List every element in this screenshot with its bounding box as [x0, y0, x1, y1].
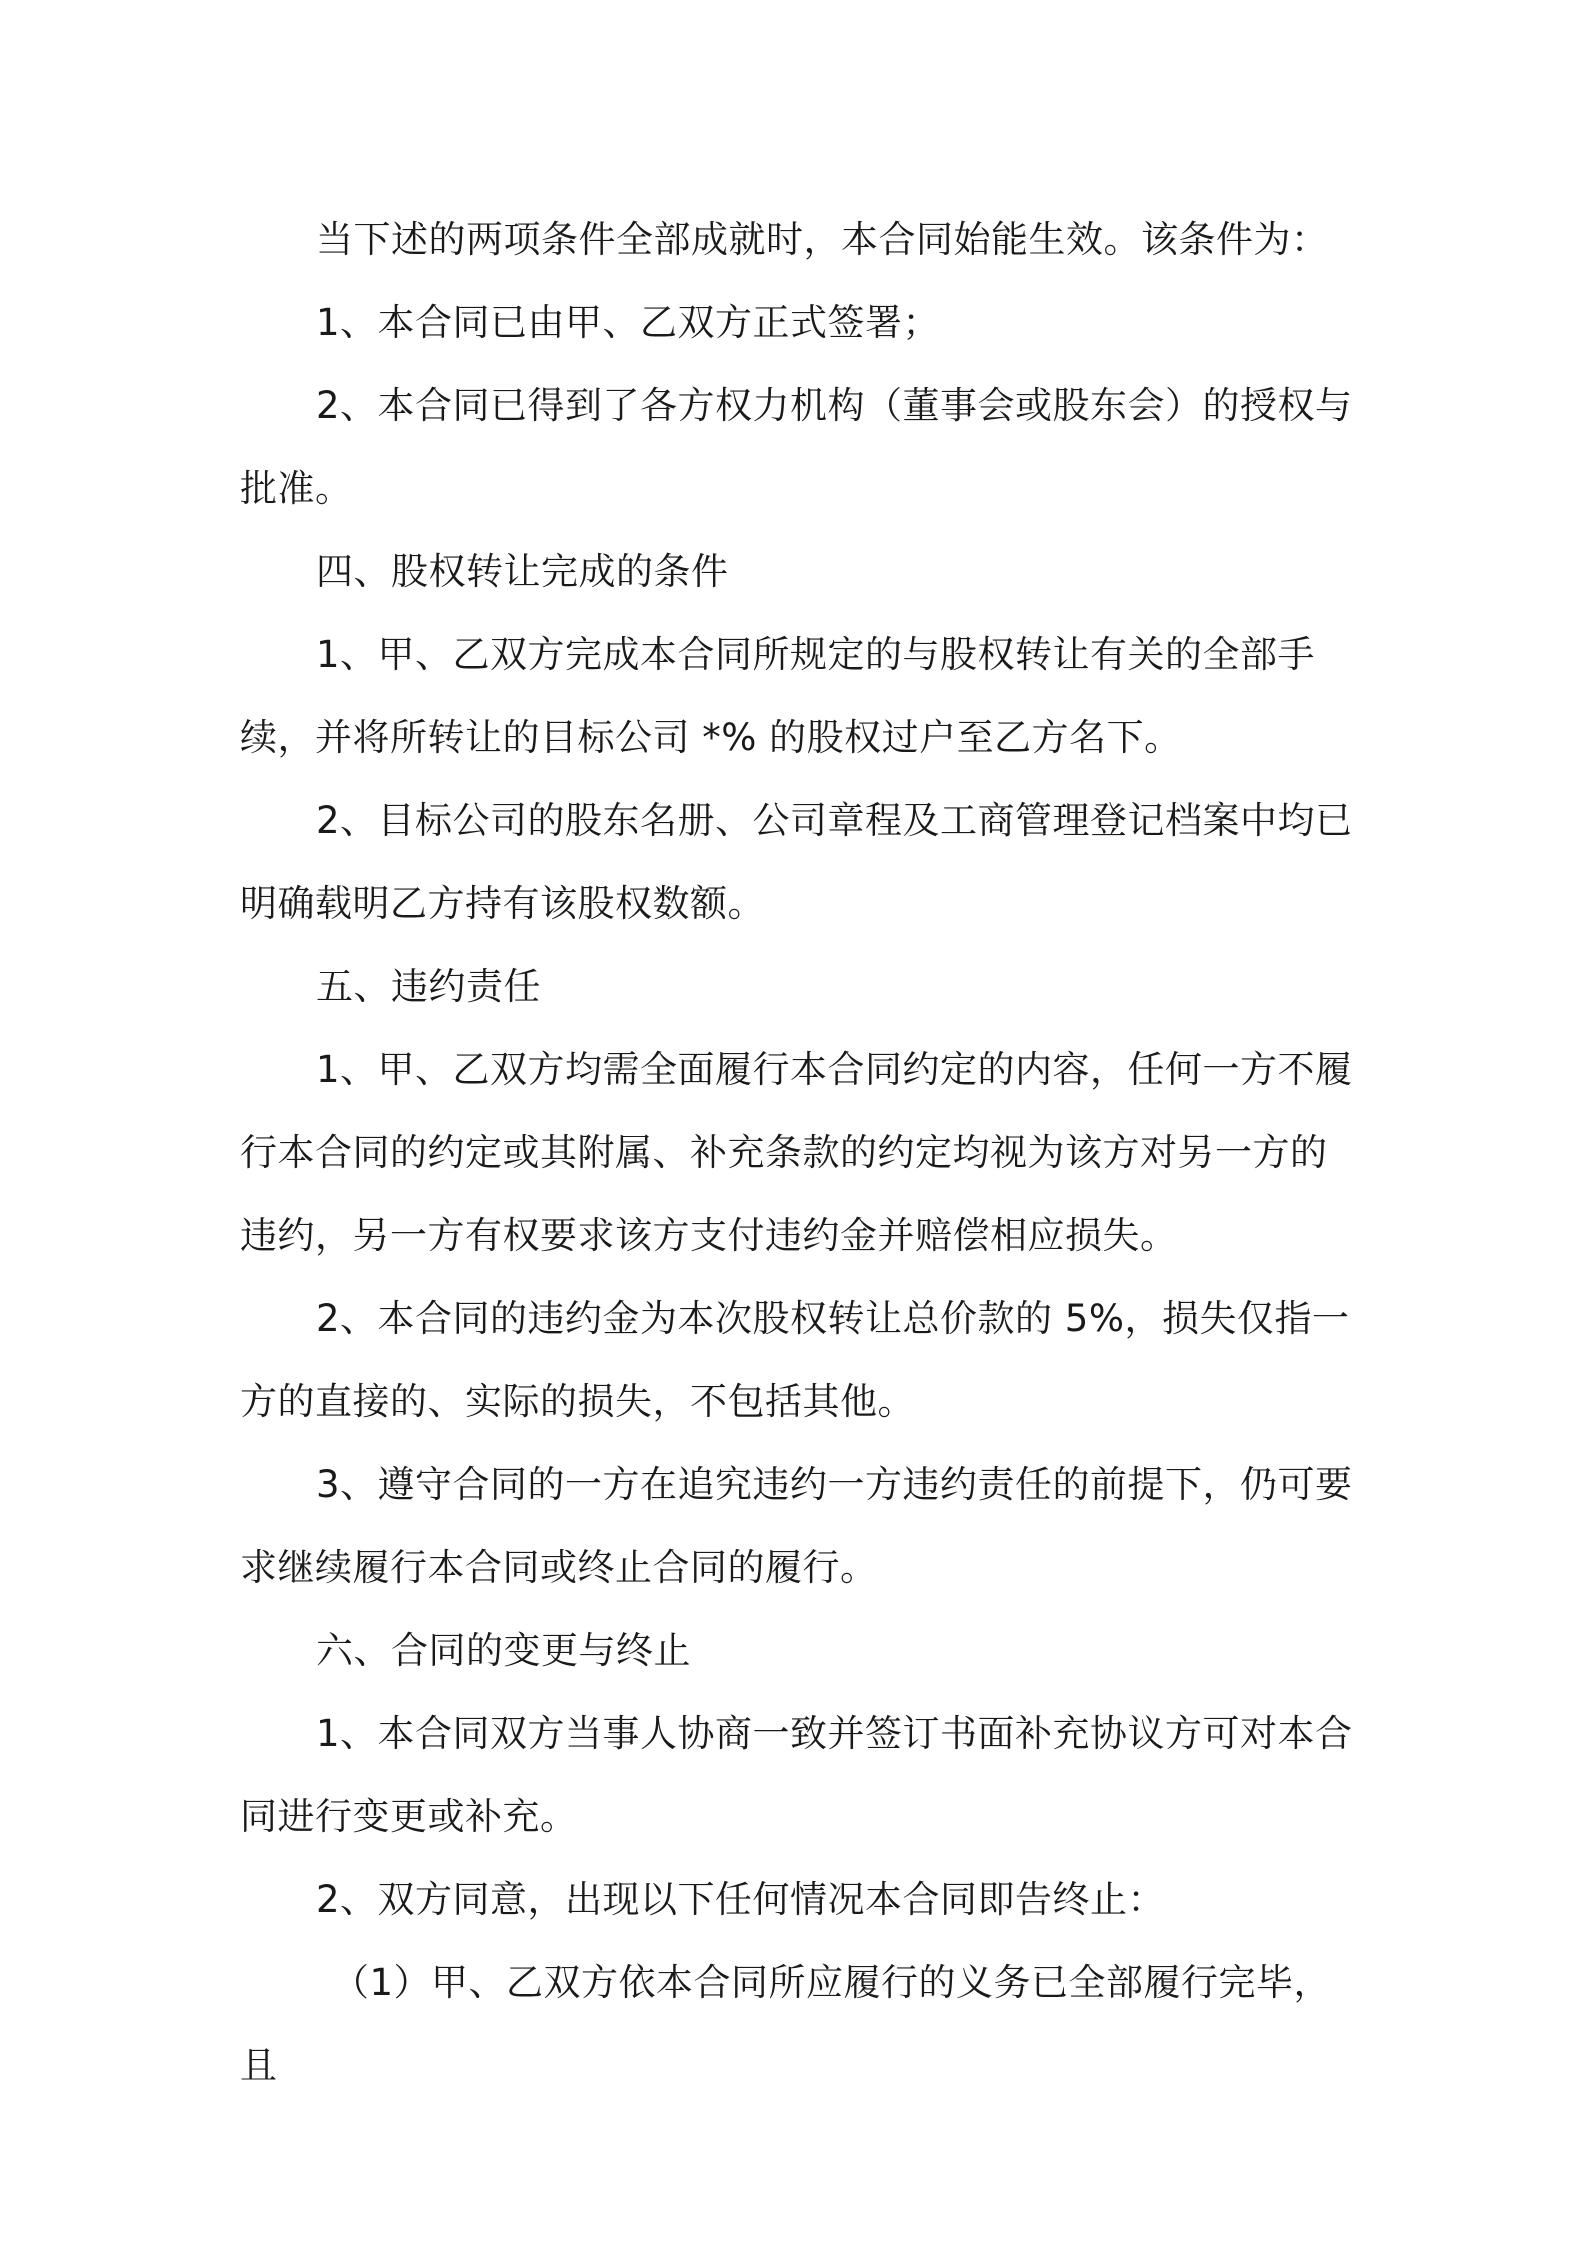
- paragraph-effective-conditions-intro: 当下述的两项条件全部成就时，本合同始能生效。该条件为：: [316, 218, 1329, 261]
- paragraph-condition-authorized: 2、本合同已得到了各方权力机构（董事会或股东会）的授权与批准。: [240, 384, 1353, 510]
- paragraph-termination-item-1: （1）甲、乙双方依本合同所应履行的义务已全部履行完毕，且: [240, 1961, 1332, 2087]
- paragraph-continued-performance: 3、遵守合同的一方在追究违约一方违约责任的前提下，仍可要求继续履行本合同或终止合同的履行。: [240, 1463, 1353, 1589]
- section-heading-transfer-completion: 四、股权转让完成的条件: [316, 550, 729, 593]
- section-heading-change-termination: 六、合同的变更与终止: [316, 1629, 691, 1672]
- paragraph-shareholder-register: 2、目标公司的股东名册、公司章程及工商管理登记档案中均已明确载明乙方持有该股权数额。: [240, 799, 1353, 925]
- paragraph-contract-amendment: 1、本合同双方当事人协商一致并签订书面补充协议方可对本合同进行变更或补充。: [240, 1712, 1353, 1838]
- section-heading-breach-liability: 五、违约责任: [316, 965, 541, 1008]
- paragraph-condition-signed: 1、本合同已由甲、乙双方正式签署；: [316, 301, 941, 344]
- paragraph-termination-circumstances: 2、双方同意，出现以下任何情况本合同即告终止：: [316, 1878, 1166, 1921]
- document-body: [240, 198, 1360, 2107]
- paragraph-transfer-procedures: 1、甲、乙双方完成本合同所规定的与股权转让有关的全部手续，并将所转让的目标公司 *% 的股权过户至乙方名下。: [240, 633, 1316, 759]
- paragraph-penalty-rate: 2、本合同的违约金为本次股权转让总价款的 5%，损失仅指一方的直接的、实际的损失，不包括其他。: [240, 1297, 1350, 1423]
- paragraph-breach-definition: 1、甲、乙双方均需全面履行本合同约定的内容，任何一方不履行本合同的约定或其附属、补充条款的约定均视为该方对另一方的违约，另一方有权要求该方支付违约金并赔偿相应损失。: [240, 1048, 1353, 1257]
